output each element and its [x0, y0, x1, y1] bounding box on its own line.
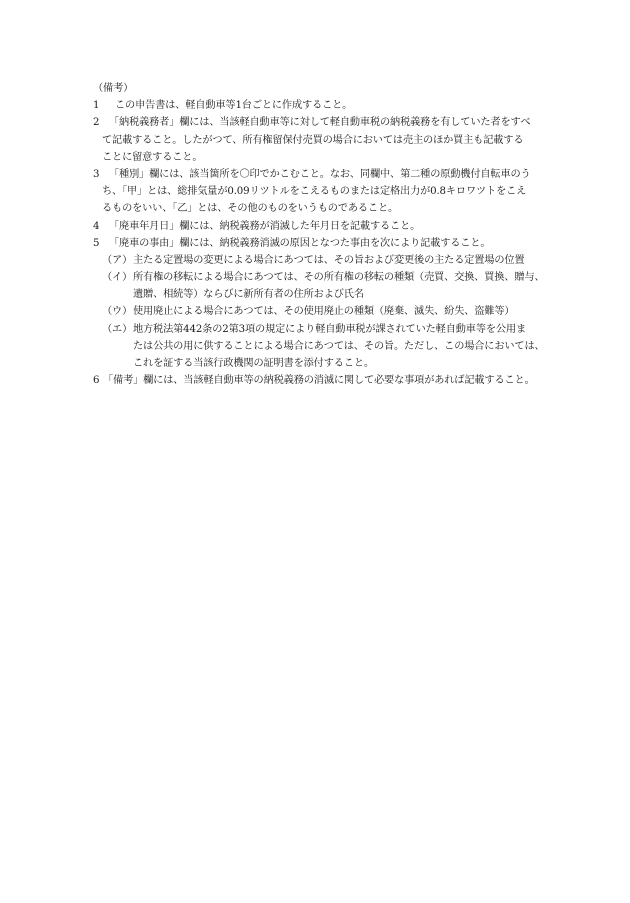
note-number: 6	[93, 375, 100, 387]
sub-item-e	[93, 321, 563, 338]
sub-item-label: （イ）	[102, 272, 133, 284]
note-item-2	[93, 114, 563, 166]
sub-item-label: （エ）	[102, 323, 133, 335]
sub-item-text: 所有権の移転による場合にあつては、その所有権の移転の種類（売買、交換、買換、贈与、	[133, 272, 545, 284]
sub-item-i	[93, 269, 563, 286]
sub-item-a	[93, 252, 563, 269]
note-text: 「廃車の事由」欄には、納税義務消滅の原因となつた事由を次により記載すること。	[109, 237, 491, 249]
note-text: 「備考」欄には、当該軽自動車等の納税義務の消滅に関して必要な事項があれば記載すること。	[103, 375, 535, 387]
note-text: 「納税義務者」欄には、当該軽自動車等に対して軽自動車税の納税義務を有していた者をすべ	[109, 117, 531, 129]
sub-item-label: （ウ）	[102, 306, 133, 318]
note-item-1	[93, 97, 563, 114]
note-item-4	[93, 218, 563, 235]
sub-item-text: 使用廃止による場合にあつては、その使用廃止の種類（廃棄、滅失、紛失、盗難等）	[133, 306, 515, 318]
notes-section	[93, 80, 563, 389]
note-text-continued: ち、「甲」とは、総排気量が0.09リツトルをこえるものまたは定格出力が0.8キロワツトをこえ	[102, 186, 527, 198]
note-number: 2	[93, 117, 100, 129]
note-item-6	[93, 372, 563, 389]
note-text: 「種別」欄には、該当箇所を〇印でかこむこと。なお、同欄中、第二種の原動機付自転車のう	[109, 168, 531, 180]
sub-item-text: 主たる定置場の変更による場合にあつては、その旨および変更後の主たる定置場の位置	[133, 254, 525, 266]
notes-heading: （備考）	[93, 83, 134, 94]
note-text: 「廃車年月日」欄には、納税義務が消滅した年月日を記載すること。	[109, 220, 421, 232]
note-text-continued: て記載すること。したがつて、所有権留保付売買の場合においては売主のほか買主も記載する	[102, 134, 524, 146]
note-number: 1	[93, 100, 100, 112]
note-text-continued: るものをいい、「乙」とは、その他のものをいうものであること。	[102, 203, 399, 215]
sub-item-label: （ア）	[102, 254, 133, 266]
note-text-continued: ことに留意すること。	[102, 151, 203, 163]
sub-item-text-continued: これを証する当該行政機関の証明書を添付すること。	[133, 358, 374, 369]
note-number: 4	[93, 220, 100, 232]
note-item-3	[93, 166, 563, 218]
note-item-5	[93, 235, 563, 373]
note-number: 5	[93, 237, 100, 249]
sub-item-u	[93, 303, 563, 320]
sub-item-text-continued: たは公共の用に供することによる場合にあつては、その旨。ただし、この場合においては、	[133, 340, 545, 352]
sub-item-text: 地方税法第442条の2第3項の規定により軽自動車税が課されていた軽自動車等を公用ま	[133, 323, 527, 335]
note-text: この申告書は、軽自動車等1台ごとに作成すること。	[115, 100, 353, 112]
sub-item-text-continued: 遺贈、相続等）ならびに新所有者の住所および氏名	[133, 289, 364, 301]
note-number: 3	[93, 168, 100, 180]
